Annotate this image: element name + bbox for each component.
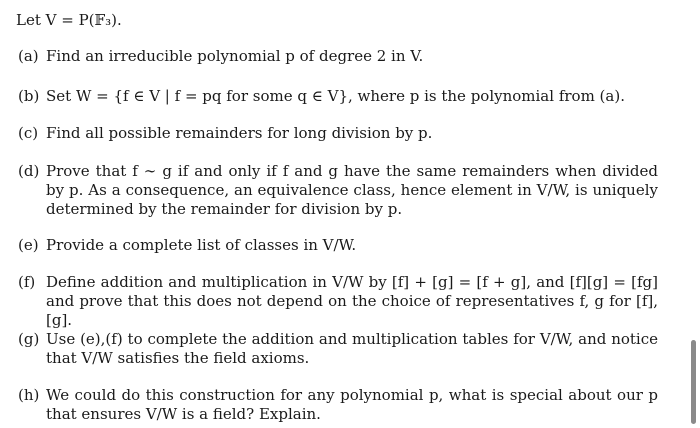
part-label: (c) bbox=[18, 124, 39, 142]
part-label: (h) bbox=[18, 386, 40, 404]
problem-part-a bbox=[18, 47, 658, 66]
problem-part-f bbox=[18, 273, 658, 330]
part-text: Set W = {f ∈ V | f = pq for some q ∈ V}, where p is the polynomial from (a). bbox=[46, 87, 625, 105]
part-label: (e) bbox=[18, 236, 39, 254]
part-label: (f) bbox=[18, 273, 36, 291]
part-text: Prove that f ∼ g if and only if f and g have the same remainders when divided by p. As a consequence, an equivalence class, hence element in V/W, is uniquely determined by the remainder for division by p. bbox=[46, 162, 658, 218]
problem-part-g bbox=[18, 330, 658, 368]
problem-part-h bbox=[18, 386, 658, 424]
part-text: Use (e),(f) to complete the addition and multiplication tables for V/W, and notice that V/W satisfies the field axioms. bbox=[46, 330, 658, 367]
part-text: Find an irreducible polynomial p of degree 2 in V. bbox=[46, 47, 424, 65]
part-text: Define addition and multiplication in V/W by [f] + [g] = [f + g], and [f][g] = [fg] and prove that this does not depend on the choice of representatives f, g for [f], [g]. bbox=[46, 273, 658, 329]
problem-part-c bbox=[18, 124, 658, 143]
problem-part-d bbox=[18, 162, 658, 219]
part-text: Find all possible remainders for long division by p. bbox=[46, 124, 433, 142]
part-text: We could do this construction for any polynomial p, what is special about our p that ensures V/W is a field? Explain. bbox=[46, 386, 658, 423]
part-text: Provide a complete list of classes in V/W. bbox=[46, 236, 357, 254]
part-label: (b) bbox=[18, 87, 40, 105]
problem-intro: Let V = P(𝔽₃). bbox=[16, 11, 122, 29]
problem-part-b bbox=[18, 87, 658, 106]
part-label: (g) bbox=[18, 330, 40, 348]
problem-part-e bbox=[18, 236, 658, 255]
vertical-scrollbar[interactable] bbox=[691, 340, 696, 424]
part-label: (d) bbox=[18, 162, 40, 180]
part-label: (a) bbox=[18, 47, 39, 65]
